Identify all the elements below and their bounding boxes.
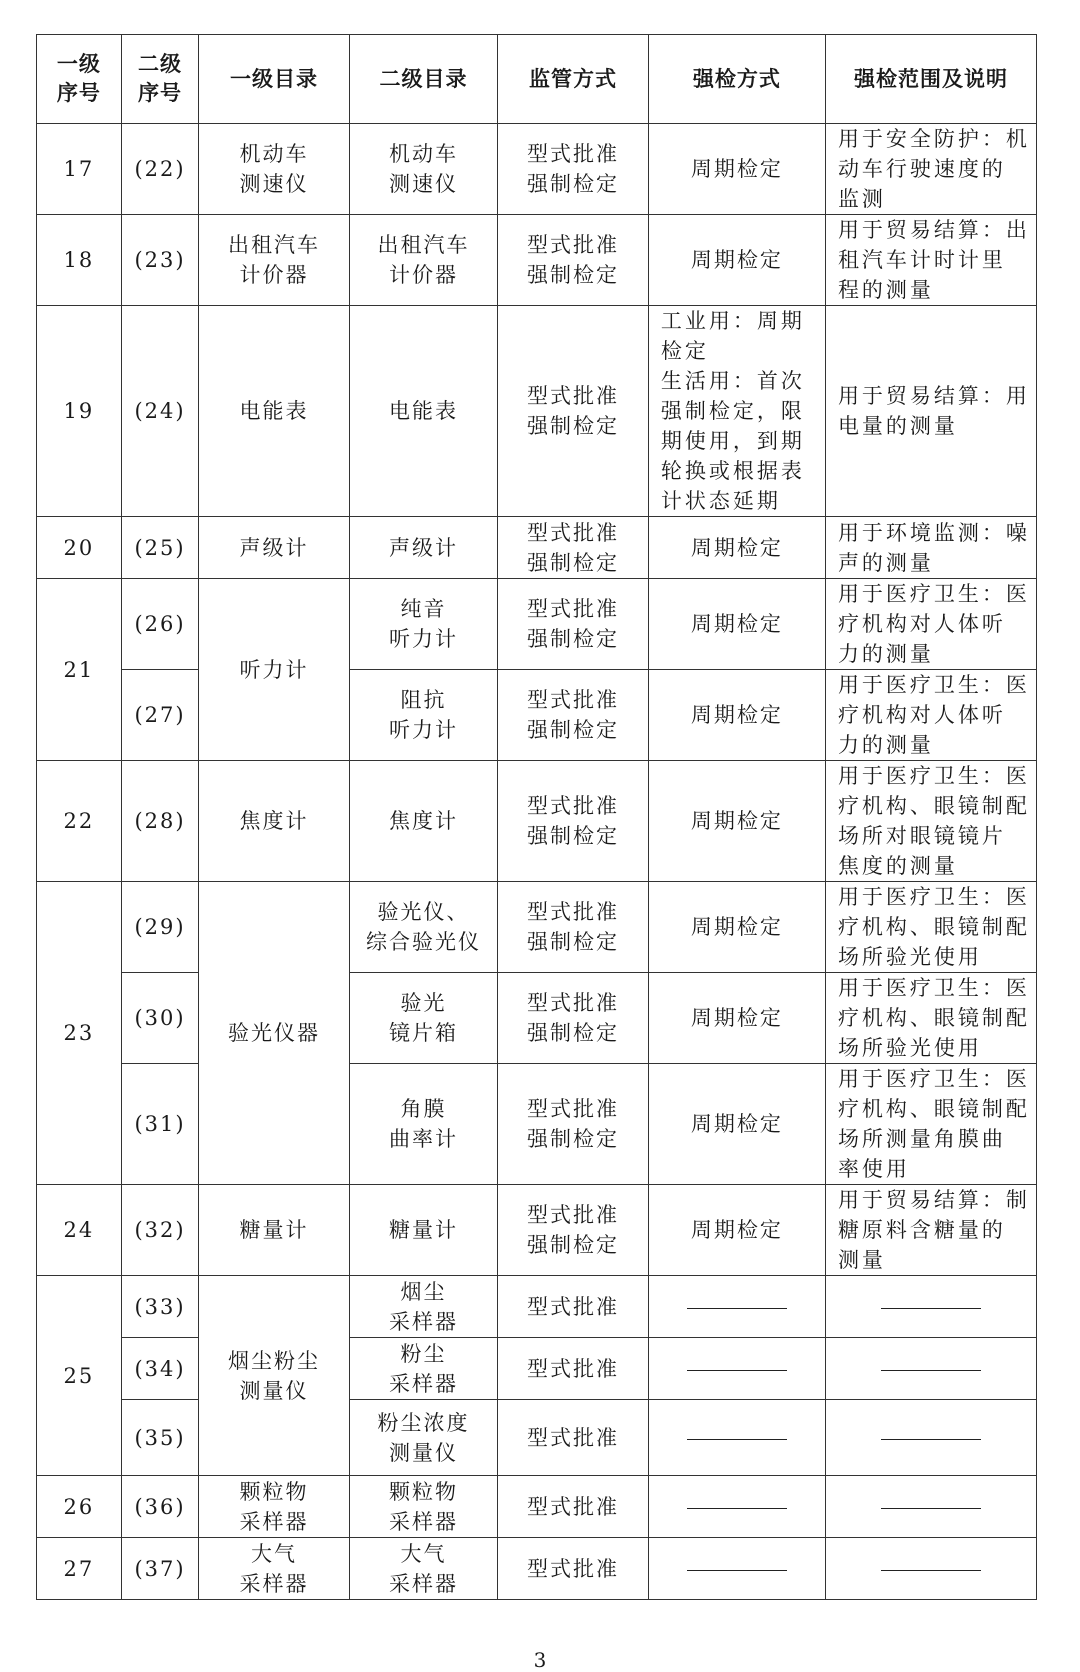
level1-seq-cell: 26	[37, 1476, 122, 1538]
level2-catalog-cell-line: 验光仪、	[377, 900, 470, 924]
level2-catalog-cell	[349, 761, 497, 882]
dash-mark	[687, 1308, 787, 1309]
inspection-method-cell-line: 计状态延期	[660, 489, 781, 513]
level2-catalog-cell-line: 计价器	[389, 263, 459, 287]
dash-mark	[687, 1508, 787, 1509]
inspection-scope-cell	[825, 215, 1036, 306]
table-row	[37, 1476, 1037, 1538]
level1-catalog-cell	[199, 306, 350, 517]
inspection-scope-cell	[825, 517, 1036, 579]
level1-catalog-cell-line: 颗粒物	[239, 1479, 309, 1504]
inspection-scope-cell-line: 疗机构对人体听	[837, 703, 1006, 727]
supervision-method-cell	[498, 1338, 649, 1400]
level1-catalog-cell	[199, 761, 350, 882]
level2-seq-cell: (25)	[121, 517, 198, 579]
inspection-scope-cell-line: 用于医疗卫生：医	[837, 976, 1030, 1000]
level1-catalog-cell-line: 听力计	[239, 657, 309, 682]
supervision-method-cell-line: 强制检定	[527, 1127, 620, 1151]
inspection-scope-cell	[825, 124, 1036, 215]
supervision-method-cell	[498, 517, 649, 579]
level2-catalog-cell	[349, 973, 497, 1064]
level2-catalog-cell	[349, 517, 497, 579]
supervision-method-cell	[498, 1538, 649, 1600]
supervision-method-cell-line: 强制检定	[527, 627, 620, 651]
supervision-method-cell	[498, 882, 649, 973]
inspection-scope-cell-line: 程的测量	[837, 278, 934, 302]
level2-catalog-cell-line: 采样器	[389, 1309, 459, 1334]
supervision-method-cell	[498, 579, 649, 670]
level2-catalog-cell	[349, 306, 497, 517]
level2-seq-cell: (31)	[121, 1064, 198, 1185]
dash-mark	[687, 1370, 787, 1371]
level2-seq-cell: (24)	[121, 306, 198, 517]
level2-seq-cell: (34)	[121, 1338, 198, 1400]
header-level2-catalog: 二级目录	[349, 35, 497, 124]
inspection-method-cell-line: 周期检定	[690, 1112, 783, 1136]
level1-catalog-cell-line: 采样器	[239, 1571, 309, 1596]
level2-catalog-cell	[349, 1400, 497, 1476]
supervision-method-cell-line: 型式批准	[527, 142, 620, 166]
supervision-method-cell-line: 型式批准	[527, 384, 620, 408]
supervision-method-cell-line: 强制检定	[527, 1233, 620, 1257]
table-row	[37, 1276, 1037, 1338]
level2-seq-cell: (30)	[121, 973, 198, 1064]
level1-seq-cell: 25	[37, 1276, 122, 1476]
level1-catalog-cell	[199, 1538, 350, 1600]
supervision-method-cell-line: 型式批准	[527, 520, 620, 545]
table-row	[37, 670, 1037, 761]
supervision-method-cell-line: 强制检定	[527, 930, 620, 954]
inspection-scope-cell-line: 用于医疗卫生：医	[837, 764, 1030, 788]
supervision-method-cell	[498, 1064, 649, 1185]
supervision-method-cell-line: 型式批准	[527, 597, 620, 621]
level1-seq-cell: 27	[37, 1538, 122, 1600]
supervision-method-cell-line: 型式批准	[527, 1097, 620, 1121]
inspection-scope-cell-line: 电量的测量	[837, 414, 958, 438]
inspection-scope-cell-line: 疗机构、眼镜制配	[837, 794, 1030, 818]
inspection-scope-cell	[825, 579, 1036, 670]
inspection-method-cell-line: 周期检定	[690, 1218, 783, 1242]
level2-catalog-cell-line: 粉尘	[400, 1341, 447, 1366]
level1-seq-cell: 18	[37, 215, 122, 306]
inspection-method-cell-line: 周期检定	[690, 535, 783, 560]
inspection-scope-cell-line: 用于环境监测：噪	[837, 520, 1030, 545]
inspection-scope-cell-line: 力的测量	[837, 642, 934, 666]
supervision-method-cell	[498, 761, 649, 882]
table-row	[37, 973, 1037, 1064]
supervision-method-cell-line: 型式批准	[527, 1494, 620, 1519]
table-row	[37, 215, 1037, 306]
supervision-method-cell	[498, 1185, 649, 1276]
table-row	[37, 882, 1037, 973]
level2-seq-cell: (36)	[121, 1476, 198, 1538]
inspection-method-cell-line: 周期检定	[690, 612, 783, 636]
level2-catalog-cell-line: 焦度计	[389, 809, 459, 833]
inspection-scope-cell-line: 动车行驶速度的	[837, 157, 1006, 181]
level2-seq-cell: (27)	[121, 670, 198, 761]
supervision-method-cell-line: 型式批准	[527, 1294, 620, 1319]
inspection-method-cell	[648, 670, 825, 761]
level2-seq-cell: (26)	[121, 579, 198, 670]
header-inspection-method: 强检方式	[648, 35, 825, 124]
inspection-scope-cell-line: 监测	[837, 187, 886, 211]
level2-seq-cell: (28)	[121, 761, 198, 882]
inspection-scope-cell	[825, 1338, 1036, 1400]
dash-mark	[881, 1439, 981, 1440]
supervision-method-cell-line: 型式批准	[527, 1356, 620, 1381]
table-row	[37, 579, 1037, 670]
inspection-method-cell	[648, 1400, 825, 1476]
level2-catalog-cell-line: 声级计	[389, 535, 459, 560]
dash-mark	[881, 1570, 981, 1571]
inspection-method-cell-line: 强制检定，限	[660, 399, 805, 423]
table-row	[37, 1185, 1037, 1276]
supervision-method-cell	[498, 1400, 649, 1476]
table-body	[37, 124, 1037, 1600]
inspection-method-cell	[648, 215, 825, 306]
supervision-method-cell-line: 型式批准	[527, 900, 620, 924]
inspection-method-cell	[648, 1538, 825, 1600]
level1-catalog-cell-line: 声级计	[239, 535, 309, 560]
supervision-method-cell-line: 强制检定	[527, 1021, 620, 1045]
level2-catalog-cell-line: 测量仪	[389, 1440, 459, 1465]
inspection-method-cell	[648, 1064, 825, 1185]
level1-catalog-cell	[199, 882, 350, 1185]
level2-catalog-cell	[349, 882, 497, 973]
inspection-scope-cell-line: 力的测量	[837, 733, 934, 757]
inspection-method-cell	[648, 1338, 825, 1400]
table-row	[37, 761, 1037, 882]
level2-catalog-cell	[349, 579, 497, 670]
inspection-scope-cell-line: 用于贸易结算：出	[837, 218, 1030, 242]
dash-mark	[687, 1570, 787, 1571]
table-row	[37, 1538, 1037, 1600]
level2-catalog-cell-line: 电能表	[389, 399, 459, 423]
header-level1-catalog: 一级目录	[199, 35, 350, 124]
level2-seq-cell: (22)	[121, 124, 198, 215]
dash-mark	[881, 1370, 981, 1371]
inspection-scope-cell-line: 测量	[837, 1248, 886, 1272]
inspection-scope-cell	[825, 1064, 1036, 1185]
header-level2-seq: 二级 序号	[121, 35, 198, 124]
level2-catalog-cell	[349, 1064, 497, 1185]
inspection-scope-cell-line: 场所对眼镜镜片	[837, 824, 1006, 848]
inspection-scope-cell-line: 疗机构、眼镜制配	[837, 915, 1030, 939]
supervision-method-cell-line: 强制检定	[527, 414, 620, 438]
inspection-scope-cell	[825, 670, 1036, 761]
level2-catalog-cell	[349, 1276, 497, 1338]
supervision-method-cell-line: 型式批准	[527, 1556, 620, 1581]
inspection-scope-cell	[825, 1185, 1036, 1276]
supervision-method-cell-line: 型式批准	[527, 794, 620, 818]
inspection-scope-cell-line: 场所验光使用	[837, 1036, 982, 1060]
level2-catalog-cell-line: 颗粒物	[389, 1479, 459, 1504]
inspection-scope-cell	[825, 306, 1036, 517]
inspection-method-cell	[648, 1185, 825, 1276]
inspection-method-cell	[648, 1476, 825, 1538]
inspection-method-cell-line: 周期检定	[690, 248, 783, 272]
level2-catalog-cell	[349, 670, 497, 761]
level1-catalog-cell-line: 焦度计	[239, 809, 309, 833]
inspection-scope-cell-line: 租汽车计时计里	[837, 248, 1006, 272]
inspection-scope-cell-line: 声的测量	[837, 550, 934, 575]
inspection-method-cell-line: 工业用：周期	[660, 309, 805, 333]
inspection-method-cell-line: 轮换或根据表	[660, 459, 805, 483]
level1-catalog-cell	[199, 1476, 350, 1538]
level2-catalog-cell-line: 糖量计	[389, 1218, 459, 1242]
supervision-method-cell-line: 型式批准	[527, 233, 620, 257]
inspection-method-cell	[648, 761, 825, 882]
inspection-method-cell	[648, 882, 825, 973]
level1-seq-cell: 24	[37, 1185, 122, 1276]
level1-catalog-cell-line: 机动车	[239, 142, 309, 166]
inspection-method-cell	[648, 124, 825, 215]
inspection-scope-cell-line: 用于安全防护：机	[837, 127, 1030, 151]
level1-catalog-cell-line: 糖量计	[239, 1218, 309, 1242]
level1-catalog-cell	[199, 215, 350, 306]
level1-catalog-cell	[199, 517, 350, 579]
header-supervision-method: 监管方式	[498, 35, 649, 124]
inspection-scope-cell-line: 场所测量角膜曲	[837, 1127, 1006, 1151]
page-number: 3	[533, 1648, 547, 1672]
level2-seq-cell: (29)	[121, 882, 198, 973]
inspection-method-cell	[648, 973, 825, 1064]
level2-catalog-cell-line: 阻抗	[400, 688, 447, 712]
inspection-scope-cell-line: 用于医疗卫生：医	[837, 885, 1030, 909]
measuring-instrument-catalog-table	[36, 34, 1037, 1600]
inspection-scope-cell-line: 糖原料含糖量的	[837, 1218, 1006, 1242]
inspection-method-cell	[648, 517, 825, 579]
supervision-method-cell-line: 强制检定	[527, 718, 620, 742]
level1-catalog-cell	[199, 1276, 350, 1476]
level2-catalog-cell	[349, 1538, 497, 1600]
supervision-method-cell	[498, 670, 649, 761]
level2-seq-cell: (37)	[121, 1538, 198, 1600]
table-row	[37, 124, 1037, 215]
supervision-method-cell-line: 强制检定	[527, 263, 620, 287]
level2-catalog-cell-line: 采样器	[389, 1371, 459, 1396]
inspection-scope-cell-line: 焦度的测量	[837, 854, 958, 878]
supervision-method-cell-line: 型式批准	[527, 991, 620, 1015]
inspection-scope-cell	[825, 1476, 1036, 1538]
inspection-method-cell-line: 周期检定	[690, 915, 783, 939]
supervision-method-cell-line: 型式批准	[527, 688, 620, 712]
inspection-scope-cell-line: 率使用	[837, 1157, 910, 1181]
level1-catalog-cell-line: 采样器	[239, 1509, 309, 1534]
table-row	[37, 1400, 1037, 1476]
level2-catalog-cell-line: 测速仪	[389, 172, 459, 196]
header-level1-seq: 一级 序号	[37, 35, 122, 124]
inspection-method-cell-line: 期使用，到期	[660, 429, 805, 453]
inspection-method-cell	[648, 579, 825, 670]
inspection-scope-cell-line: 用于贸易结算：制	[837, 1188, 1030, 1212]
level1-seq-cell: 23	[37, 882, 122, 1185]
level2-catalog-cell-line: 纯音	[400, 597, 447, 621]
supervision-method-cell	[498, 124, 649, 215]
level2-catalog-cell-line: 角膜	[400, 1097, 447, 1121]
supervision-method-cell-line: 型式批准	[527, 1425, 620, 1450]
inspection-scope-cell-line: 用于贸易结算：用	[837, 384, 1030, 408]
level2-catalog-cell-line: 综合验光仪	[366, 930, 482, 954]
inspection-scope-cell-line: 疗机构、眼镜制配	[837, 1006, 1030, 1030]
level1-catalog-cell-line: 出租汽车	[228, 233, 321, 257]
level1-catalog-cell	[199, 124, 350, 215]
supervision-method-cell	[498, 1276, 649, 1338]
level2-seq-cell: (23)	[121, 215, 198, 306]
level2-catalog-cell-line: 采样器	[389, 1571, 459, 1596]
level1-catalog-cell	[199, 579, 350, 761]
inspection-scope-cell-line: 场所验光使用	[837, 945, 982, 969]
level2-seq-cell: (33)	[121, 1276, 198, 1338]
inspection-method-cell-line: 周期检定	[690, 1006, 783, 1030]
level2-catalog-cell-line: 采样器	[389, 1509, 459, 1534]
supervision-method-cell-line: 强制检定	[527, 550, 620, 575]
level2-catalog-cell-line: 验光	[400, 991, 447, 1015]
level2-catalog-cell-line: 粉尘浓度	[377, 1410, 470, 1435]
inspection-scope-cell	[825, 973, 1036, 1064]
level2-catalog-cell-line: 镜片箱	[389, 1021, 459, 1045]
level1-catalog-cell-line: 验光仪器	[228, 1021, 321, 1045]
inspection-method-cell-line: 周期检定	[690, 157, 783, 181]
inspection-scope-cell-line: 疗机构、眼镜制配	[837, 1097, 1030, 1121]
level1-catalog-cell-line: 测量仪	[239, 1378, 309, 1403]
level1-seq-cell: 17	[37, 124, 122, 215]
supervision-method-cell-line: 强制检定	[527, 172, 620, 196]
level2-catalog-cell	[349, 1185, 497, 1276]
level2-catalog-cell	[349, 215, 497, 306]
table-row	[37, 306, 1037, 517]
level1-catalog-cell-line: 测速仪	[239, 172, 309, 196]
level1-catalog-cell	[199, 1185, 350, 1276]
level1-seq-cell: 21	[37, 579, 122, 761]
level1-catalog-cell-line: 大气	[251, 1541, 298, 1566]
level1-catalog-cell-line: 计价器	[239, 263, 309, 287]
header-inspection-scope: 强检范围及说明	[825, 35, 1036, 124]
supervision-method-cell	[498, 973, 649, 1064]
level2-catalog-cell-line: 机动车	[389, 142, 459, 166]
supervision-method-cell	[498, 306, 649, 517]
level2-catalog-cell-line: 曲率计	[389, 1127, 459, 1151]
inspection-method-cell	[648, 1276, 825, 1338]
inspection-method-cell-line: 检定	[660, 339, 709, 363]
level2-catalog-cell	[349, 124, 497, 215]
inspection-scope-cell-line: 用于医疗卫生：医	[837, 1067, 1030, 1091]
table-row	[37, 517, 1037, 579]
supervision-method-cell-line: 型式批准	[527, 1203, 620, 1227]
inspection-method-cell-line: 周期检定	[690, 703, 783, 727]
supervision-method-cell	[498, 1476, 649, 1538]
inspection-method-cell-line: 周期检定	[690, 809, 783, 833]
inspection-method-cell	[648, 306, 825, 517]
header-row	[37, 35, 1037, 124]
level1-catalog-cell-line: 烟尘粉尘	[228, 1348, 321, 1373]
inspection-scope-cell	[825, 1400, 1036, 1476]
level1-seq-cell: 22	[37, 761, 122, 882]
dash-mark	[881, 1508, 981, 1509]
inspection-scope-cell	[825, 761, 1036, 882]
level2-catalog-cell-line: 出租汽车	[377, 233, 470, 257]
level2-catalog-cell-line: 大气	[400, 1541, 447, 1566]
inspection-scope-cell-line: 疗机构对人体听	[837, 612, 1006, 636]
table-row	[37, 1338, 1037, 1400]
inspection-scope-cell	[825, 882, 1036, 973]
level1-catalog-cell-line: 电能表	[239, 399, 309, 423]
inspection-scope-cell-line: 用于医疗卫生：医	[837, 582, 1030, 606]
level1-seq-cell: 20	[37, 517, 122, 579]
inspection-scope-cell	[825, 1538, 1036, 1600]
supervision-method-cell	[498, 215, 649, 306]
level2-catalog-cell	[349, 1338, 497, 1400]
inspection-scope-cell	[825, 1276, 1036, 1338]
level2-catalog-cell	[349, 1476, 497, 1538]
supervision-method-cell-line: 强制检定	[527, 824, 620, 848]
inspection-method-cell-line: 生活用：首次	[660, 369, 805, 393]
inspection-scope-cell-line: 用于医疗卫生：医	[837, 673, 1030, 697]
level2-seq-cell: (32)	[121, 1185, 198, 1276]
dash-mark	[687, 1439, 787, 1440]
level2-seq-cell: (35)	[121, 1400, 198, 1476]
level2-catalog-cell-line: 烟尘	[400, 1279, 447, 1304]
table-row	[37, 1064, 1037, 1185]
level2-catalog-cell-line: 听力计	[389, 718, 459, 742]
dash-mark	[881, 1308, 981, 1309]
level1-seq-cell: 19	[37, 306, 122, 517]
level2-catalog-cell-line: 听力计	[389, 627, 459, 651]
